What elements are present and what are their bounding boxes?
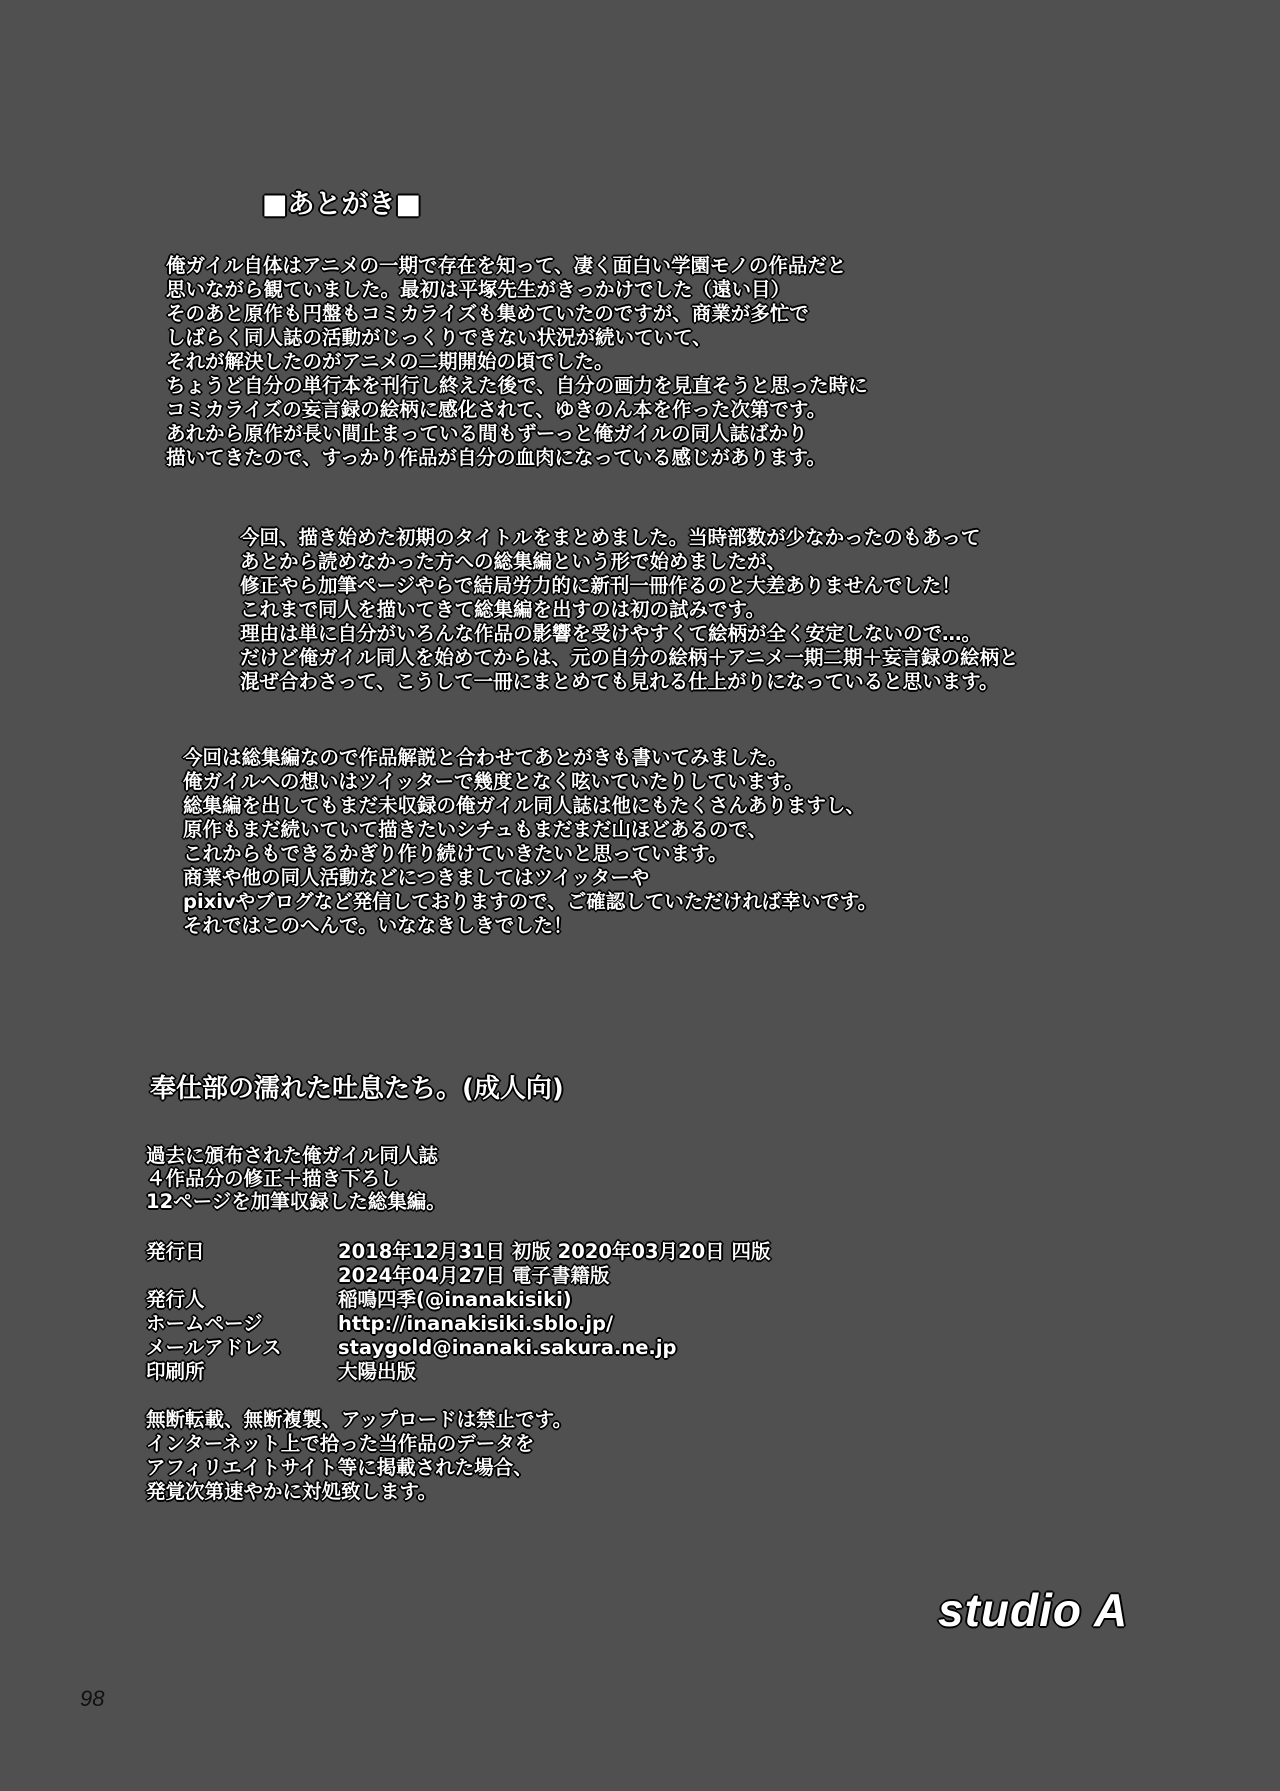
- colophon-value: 2018年12月31日 初版 2020年03月20日 四版: [338, 1240, 771, 1263]
- text-line: これからもできるかぎり作り続けていきたいと思っています。: [183, 842, 728, 865]
- colophon-label: 印刷所: [146, 1360, 205, 1383]
- colophon-label: 発行日: [146, 1240, 205, 1263]
- text-line: 商業や他の同人活動などにつきましてはツイッターや: [183, 866, 650, 889]
- text-line: しばらく同人誌の活動がじっくりできない状況が続いていて、: [166, 326, 712, 349]
- colophon-label: ホームページ: [146, 1312, 263, 1335]
- text-line: 過去に頒布された俺ガイル同人誌: [146, 1144, 438, 1167]
- text-line: 修正やら加筆ページやらで結局労力的に新刊一冊作るのと大差ありませんでした！: [240, 574, 961, 597]
- page-number: 98: [80, 1686, 105, 1711]
- text-line: それが解決したのがアニメの二期開始の頃でした。: [166, 350, 614, 373]
- text-line: 思いながら観ていました。最初は平塚先生がきっかけでした（遠い目）: [166, 278, 791, 301]
- text-line: あれから原作が長い間止まっている間もずーっと俺ガイルの同人誌ばかり: [166, 422, 808, 445]
- text-line: あとから読めなかった方への総集編という形で始めましたが、: [240, 550, 787, 573]
- text-line: 原作もまだ続いていて描きたいシチュもまだまだ山ほどあるので、: [183, 818, 768, 841]
- text-line: 理由は単に自分がいろんな作品の影響を受けやすくて絵柄が全く安定しないので…。: [240, 622, 982, 645]
- homepage-url: http://inanakisiki.sblo.jp/: [338, 1312, 614, 1335]
- colophon-value: 大陽出版: [338, 1360, 417, 1383]
- text-line: これまで同人を描いてきて総集編を出すのは初の試みです。: [240, 598, 765, 621]
- book-title: 奉仕部の濡れた吐息たち。(成人向): [150, 1074, 564, 1104]
- afterword-paragraph-1: [166, 254, 868, 470]
- text-line: 今回は総集編なので作品解説と合わせてあとがきも書いてみました。: [183, 746, 788, 769]
- text-line: 発覚次第速やかに対処致します。: [146, 1480, 437, 1503]
- text-line: 無断転載、無断複製、アップロードは禁止です。: [146, 1408, 573, 1431]
- afterword-paragraph-3: [183, 746, 877, 938]
- text-line: ４作品分の修正＋描き下ろし: [146, 1167, 400, 1190]
- email-address: staygold@inanaki.sakura.ne.jp: [338, 1336, 677, 1359]
- colophon-label: 発行人: [146, 1288, 205, 1311]
- text-line: だけど俺ガイル同人を始めてからは、元の自分の絵柄＋アニメ一期二期＋妄言録の絵柄と: [240, 646, 1019, 669]
- text-line: コミカライズの妄言録の絵柄に感化されて、ゆきのん本を作った次第です。: [166, 398, 827, 421]
- text-line: 混ぜ合わさって、こうして一冊にまとめても見れる仕上がりになっていると思います。: [240, 670, 999, 693]
- afterword-heading: ■あとがき■: [262, 189, 422, 220]
- text-line: インターネット上で拾った当作品のデータを: [146, 1432, 535, 1455]
- text-line: 描いてきたので、すっかり作品が自分の血肉になっている感じがあります。: [166, 446, 826, 469]
- colophon-label: メールアドレス: [146, 1336, 282, 1359]
- text-line: 俺ガイル自体はアニメの一期で存在を知って、凄く面白い学園モノの作品だと: [166, 254, 847, 277]
- text-line: そのあと原作も円盤もコミカライズも集めていたのですが、商業が多忙で: [166, 302, 809, 325]
- colophon-value: 2024年04月27日 電子書籍版: [338, 1264, 610, 1287]
- text-line: 総集編を出してもまだ未収録の俺ガイル同人誌は他にもたくさんありますし、: [183, 794, 865, 817]
- text-line: pixivやブログなど発信しておりますので、ご確認していただければ幸いです。: [183, 890, 878, 913]
- afterword-paragraph-2: [240, 526, 1018, 694]
- text-line: 俺ガイルへの想いはツイッターで幾度となく呟いていたりしています。: [183, 770, 804, 793]
- text-line: アフィリエイトサイト等に掲載された場合、: [146, 1456, 533, 1479]
- colophon-value: 稲鳴四季(@inanakisiki): [338, 1288, 572, 1311]
- copyright-notice: [146, 1408, 572, 1504]
- book-description: [146, 1144, 446, 1213]
- text-line: 12ページを加筆収録した総集編。: [146, 1190, 446, 1213]
- text-line: 今回、描き始めた初期のタイトルをまとめました。当時部数が少なかったのもあって: [240, 526, 981, 549]
- studio-logo: studio A: [938, 1584, 1129, 1636]
- text-line: それではこのへんで。いななきしきでした！: [183, 914, 573, 937]
- text-line: ちょうど自分の単行本を刊行し終えた後で、自分の画力を見直そうと思った時に: [166, 374, 868, 397]
